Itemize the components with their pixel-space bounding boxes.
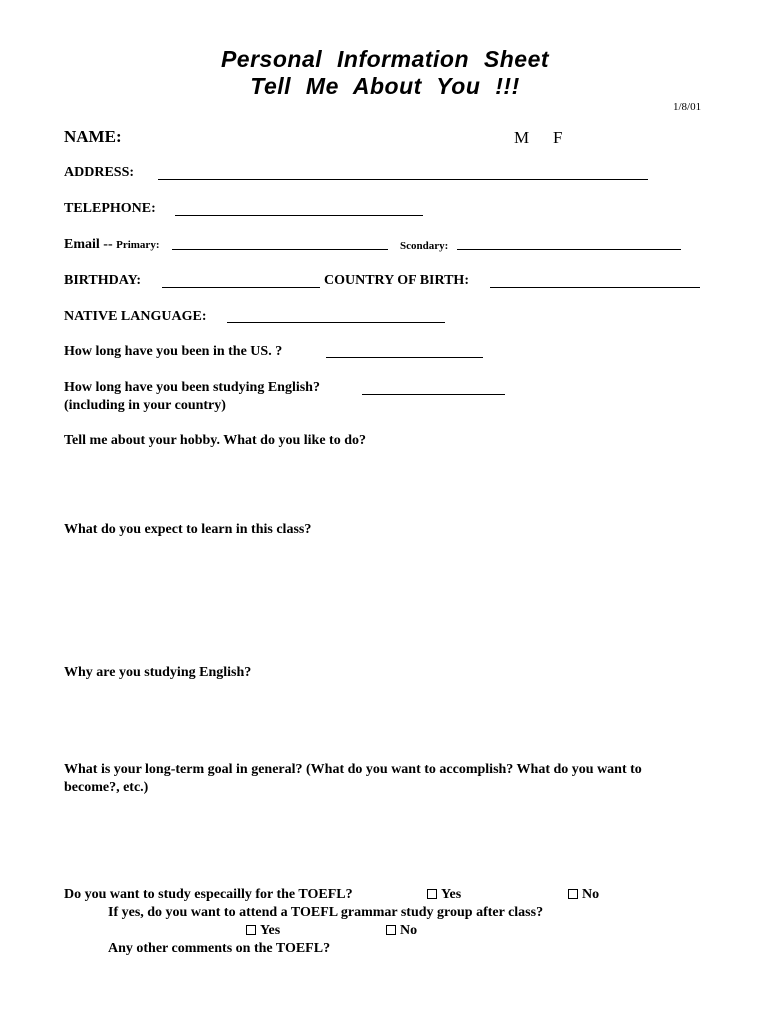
country-of-birth-label: COUNTRY OF BIRTH: xyxy=(324,273,469,288)
email-secondary-field[interactable] xyxy=(457,249,681,250)
english-duration-field[interactable] xyxy=(362,394,505,395)
toefl-group-no-option[interactable] xyxy=(386,923,417,939)
goal-question-line-2: become?, etc.) xyxy=(64,780,149,795)
country-of-birth-field[interactable] xyxy=(490,287,700,288)
email-primary-field[interactable] xyxy=(172,249,388,250)
date: 1/8/01 xyxy=(673,101,702,113)
address-field[interactable] xyxy=(158,179,648,180)
email-label-text: Email -- xyxy=(64,237,113,252)
birthday-label: BIRTHDAY: xyxy=(64,273,142,288)
english-duration-note: (including in your country) xyxy=(64,398,226,413)
hobby-question: Tell me about your hobby. What do you like to do? xyxy=(64,433,366,448)
us-duration-field[interactable] xyxy=(326,357,483,358)
birthday-field[interactable] xyxy=(162,287,320,288)
title-line-2: Tell Me About You !!! xyxy=(250,73,520,99)
native-language-label: NATIVE LANGUAGE: xyxy=(64,309,207,324)
toefl-yes-label: Yes xyxy=(441,887,462,902)
toefl-group-yes-label: Yes xyxy=(260,923,281,938)
telephone-field[interactable] xyxy=(175,215,423,216)
checkbox-icon[interactable] xyxy=(386,925,396,935)
gender-male-option[interactable]: M xyxy=(514,128,530,147)
gender-female-option[interactable]: F xyxy=(553,128,563,147)
native-language-field[interactable] xyxy=(227,322,445,323)
toefl-no-option[interactable] xyxy=(568,887,599,903)
toefl-followup-question: If yes, do you want to attend a TOEFL grammar study group after class? xyxy=(108,905,544,920)
toefl-no-label: No xyxy=(582,887,600,902)
toefl-group-yes-option[interactable] xyxy=(246,923,280,939)
english-duration-label: How long have you been studying English? xyxy=(64,380,320,395)
email-secondary-label: Scondary: xyxy=(400,240,449,252)
email-label xyxy=(64,237,159,253)
us-duration-label: How long have you been in the US. ? xyxy=(64,344,283,359)
name-label: NAME: xyxy=(64,127,122,146)
toefl-yes-option[interactable] xyxy=(427,887,461,903)
toefl-question: Do you want to study especailly for the TOEFL? xyxy=(64,887,353,902)
checkbox-icon[interactable] xyxy=(246,925,256,935)
expect-question: What do you expect to learn in this class? xyxy=(64,522,312,537)
toefl-comments-question: Any other comments on the TOEFL? xyxy=(108,941,331,956)
checkbox-icon[interactable] xyxy=(427,889,437,899)
checkbox-icon[interactable] xyxy=(568,889,578,899)
title-line-1: Personal Information Sheet xyxy=(220,46,550,72)
address-label: ADDRESS: xyxy=(64,165,135,180)
toefl-group-no-label: No xyxy=(400,923,418,938)
goal-question-line-1: What is your long-term goal in general? (What do you want to accomplish? What do you want to xyxy=(64,762,642,777)
email-primary-label: Primary: xyxy=(116,239,160,251)
why-english-question: Why are you studying English? xyxy=(64,665,252,680)
telephone-label: TELEPHONE: xyxy=(64,201,156,216)
